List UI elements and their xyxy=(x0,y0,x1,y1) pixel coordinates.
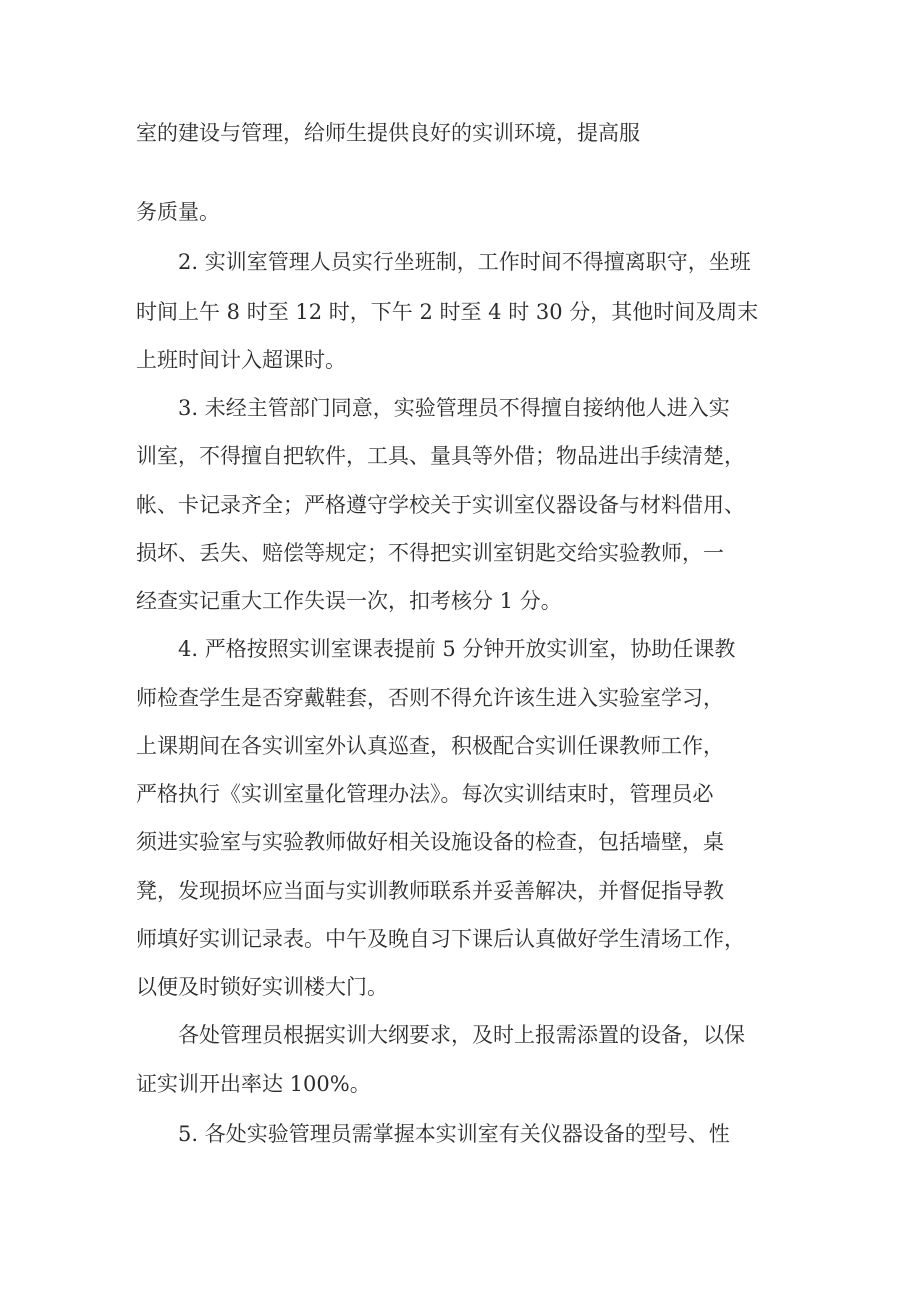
text-line: 4. 严格按照实训室课表提前 5 分钟开放实训室，协助任课教 xyxy=(178,637,736,661)
text-line: 师检查学生是否穿戴鞋套，否则不得允许该生进入实验室学习， xyxy=(136,686,724,710)
text-line: 须进实验室与实验教师做好相关设施设备的检查，包括墙壁，桌 xyxy=(136,830,724,854)
text-line: 凳，发现损坏应当面与实训教师联系并妥善解决，并督促指导教 xyxy=(136,879,724,903)
text-line: 损坏、丢失、赔偿等规定；不得把实训室钥匙交给实验教师，一 xyxy=(136,541,724,565)
text-line: 严格执行《实训室量化管理办法》。每次实训结束时，管理员必 xyxy=(136,782,714,806)
text-line: 上课期间在各实训室外认真巡查，积极配合实训任课教师工作， xyxy=(136,734,724,758)
text-line: 5. 各处实验管理员需掌握本实训室有关仪器设备的型号、性 xyxy=(178,1122,730,1146)
text-line: 时间上午 8 时至 12 时，下午 2 时至 4 时 30 分，其他时间及周末 xyxy=(136,300,759,324)
text-line: 经查实记重大工作失误一次，扣考核分 1 分。 xyxy=(136,589,562,613)
text-line: 2. 实训室管理人员实行坐班制，工作时间不得擅离职守，坐班 xyxy=(178,250,751,274)
text-line: 帐、卡记录齐全；严格遵守学校关于实训室仪器设备与材料借用、 xyxy=(136,493,745,517)
text-line: 3. 未经主管部门同意，实验管理员不得擅自接纳他人进入实 xyxy=(178,396,730,420)
text-line: 室的建设与管理，给师生提供良好的实训环境，提高服 xyxy=(136,121,640,145)
text-line: 证实训开出率达 100%。 xyxy=(136,1072,371,1096)
text-line: 以便及时锁好实训楼大门。 xyxy=(136,975,388,999)
text-line: 务质量。 xyxy=(136,200,220,224)
text-line: 训室，不得擅自把软件，工具、量具等外借；物品进出手续清楚， xyxy=(136,444,745,468)
text-line: 上班时间计入超课时。 xyxy=(136,348,346,372)
text-line: 各处管理员根据实训大纲要求，及时上报需添置的设备，以保 xyxy=(178,1023,745,1047)
text-line: 师填好实训记录表。中午及晚自习下课后认真做好学生清场工作， xyxy=(136,927,745,951)
